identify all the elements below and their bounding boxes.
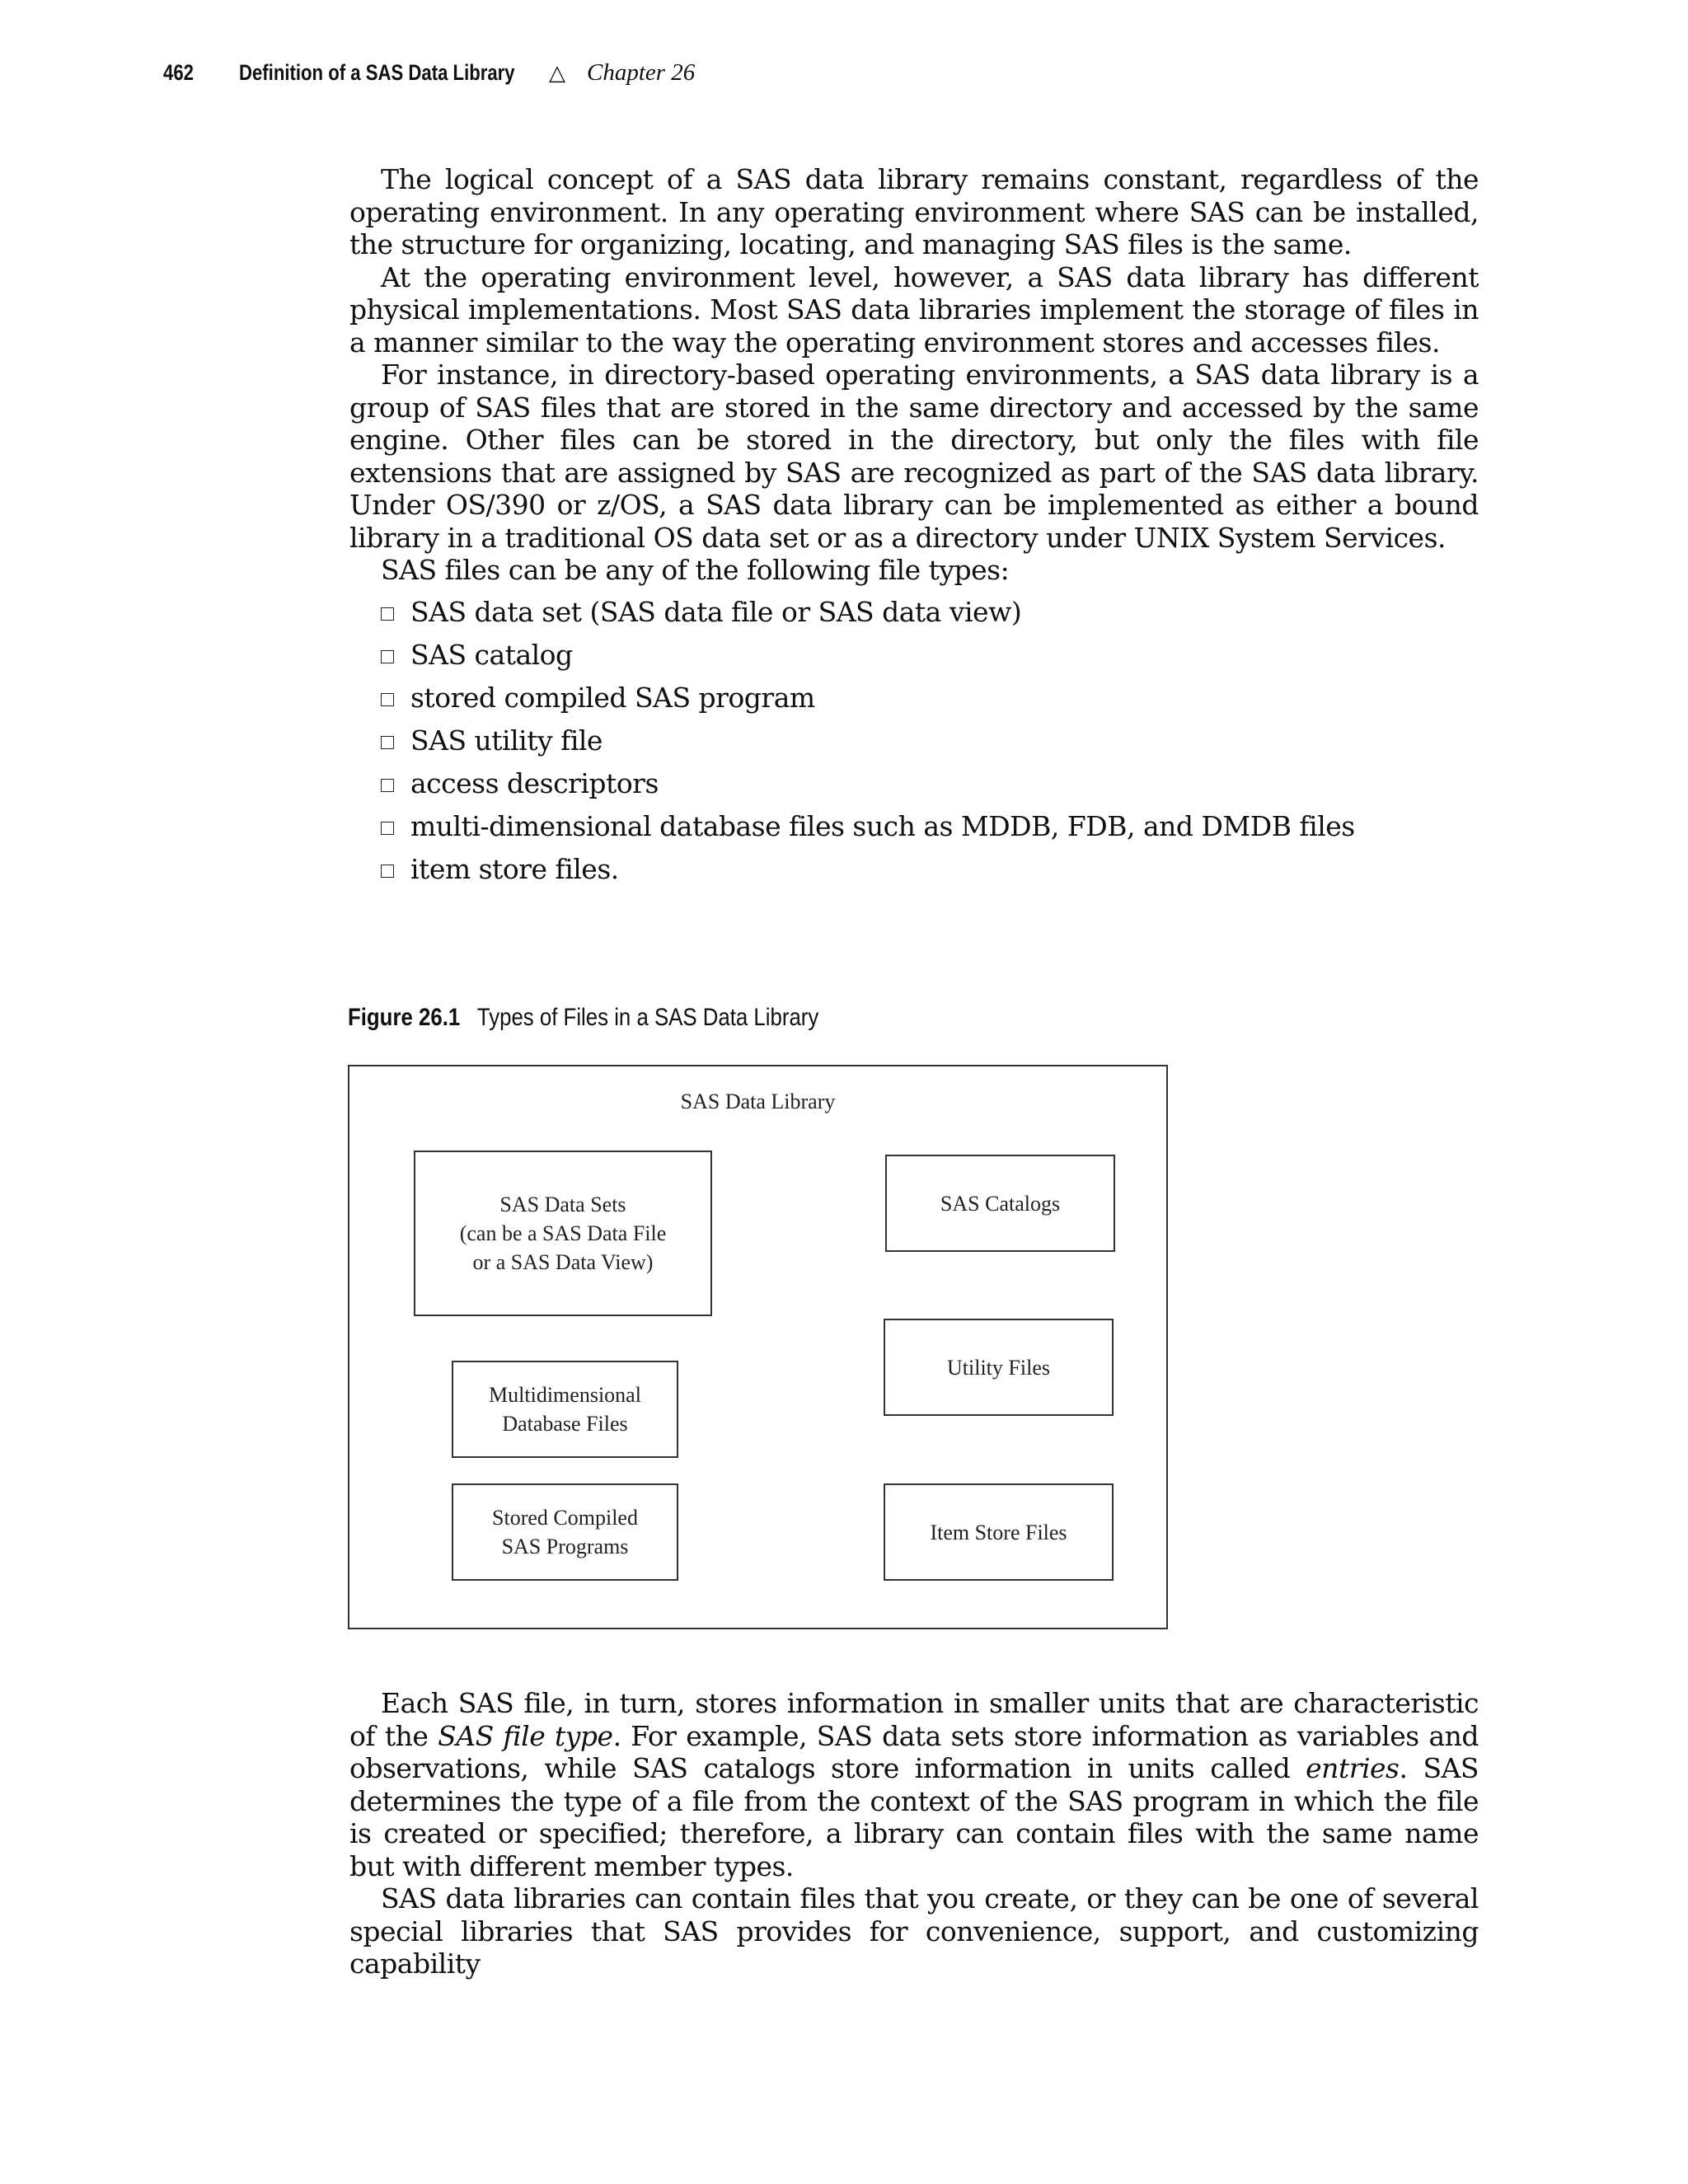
square-bullet-icon: [381, 779, 394, 792]
square-bullet-icon: [381, 650, 394, 663]
library-diagram: [348, 1065, 1168, 1629]
text-run: . For example, SAS data sets store information as variables and observations, while SAS catalogs store information in units called: [349, 1719, 1479, 1784]
term-entries: entries: [1306, 1752, 1400, 1784]
list-item: [381, 638, 1452, 681]
list-item-text: SAS utility file: [410, 724, 603, 757]
paragraph: At the operating environment level, however, a SAS data library has different physical implementations. Most SAS data libraries implement the storage of files in a manner similar to the way the operating environment stores and accesses files.: [349, 260, 1479, 359]
term-sas-file-type: SAS file type: [438, 1719, 613, 1752]
figure-label: Figure 26.1: [348, 1004, 461, 1031]
utility-files-box: [884, 1319, 1114, 1416]
box-label: Item Store Files: [930, 1520, 1067, 1544]
paragraph: SAS data libraries can contain files that you create, or they can be one of several special libraries that SAS provides for convenience, support, and customizing capability: [349, 1882, 1479, 1980]
list-item-text: item store files.: [410, 853, 619, 885]
catalogs-box: [885, 1155, 1115, 1252]
paragraph: SAS files can be any of the following file types:: [381, 554, 1010, 586]
multidimensional-box: [452, 1361, 678, 1458]
chapter-label: Chapter 26: [587, 59, 696, 86]
paragraph: For instance, in directory-based operating environments, a SAS data library is a group of SAS files that are stored in the same directory and accessed by the same engine. Other files can be stored in the directory, but only the files with file extensions that are assigned by SAS are recognized as part of the SAS data library. Under OS/390 or z/OS, a SAS data library can be implemented as either a bound library in a traditional OS data set or as a directory under UNIX System Services.: [349, 359, 1479, 554]
list-item-text: SAS data set (SAS data file or SAS data view): [410, 596, 1022, 628]
section-title: Definition of a SAS Data Library: [239, 60, 515, 85]
list-item: [381, 809, 1452, 852]
list-item-text: multi-dimensional database files such as MDDB, FDB, and DMDB files: [410, 810, 1355, 842]
box-label: Stored Compiled SAS Programs: [492, 1506, 638, 1558]
box-label: SAS Catalogs: [940, 1191, 1061, 1216]
file-types-list: [381, 595, 1452, 895]
square-bullet-icon: [381, 693, 394, 706]
item-store-box: [884, 1483, 1114, 1581]
page-number: 462: [163, 60, 194, 85]
list-item: [381, 595, 1452, 638]
figure-title: Types of Files in a SAS Data Library: [476, 1004, 819, 1031]
intro-text: [349, 163, 1479, 587]
diagram-title: SAS Data Library: [680, 1090, 836, 1113]
text-run: . SAS determines the type of a file from the context of the SAS program in which the file is created or specified; therefore, a library can contain files with the same name but with different member types.: [349, 1752, 1479, 1882]
closing-text: [349, 1687, 1479, 1980]
triangle-separator-icon: △: [549, 61, 565, 86]
paragraph: [349, 1687, 1479, 1882]
figure-caption: [348, 1004, 818, 1032]
list-item: [381, 681, 1452, 724]
box-label: Multidimensional Database Files: [489, 1383, 641, 1436]
square-bullet-icon: [381, 736, 394, 749]
list-item: [381, 724, 1452, 766]
square-bullet-icon: [381, 822, 394, 835]
list-item-text: stored compiled SAS program: [410, 682, 815, 714]
list-item: [381, 766, 1452, 809]
square-bullet-icon: [381, 607, 394, 621]
running-header: [163, 59, 695, 92]
stored-programs-box: [452, 1483, 678, 1581]
paragraph: The logical concept of a SAS data library remains constant, regardless of the operating environment. In any operating environment where SAS can be installed, the structure for organizing, locating, and managing SAS files is the same.: [349, 163, 1479, 260]
list-item-text: SAS catalog: [410, 639, 573, 671]
list-item-text: access descriptors: [410, 767, 659, 799]
data-sets-box: [414, 1151, 712, 1316]
box-label: Utility Files: [947, 1355, 1050, 1380]
box-label: SAS Data Sets (can be a SAS Data File or a SAS Data View): [459, 1193, 667, 1274]
list-item: [381, 852, 1452, 895]
square-bullet-icon: [381, 865, 394, 878]
text-run: Each SAS file, in turn, stores information in smaller units that are characteristic of the: [349, 1687, 1479, 1752]
